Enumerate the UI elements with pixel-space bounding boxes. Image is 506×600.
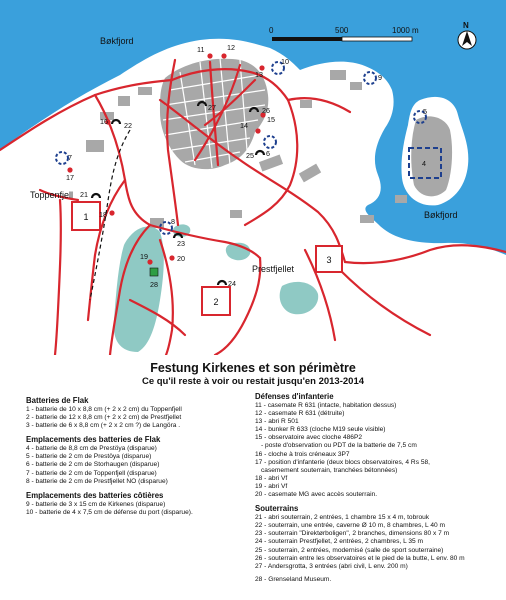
label-5: 5	[423, 107, 427, 116]
legend-item: 14 - bunker R 633 (cloche M19 seule visible)	[255, 426, 386, 434]
legend-left	[26, 396, 251, 522]
legend-heading: Défenses d'infanterie	[255, 392, 334, 401]
label-10: 10	[281, 57, 289, 66]
legend-item: 28 - Grenseland Museum.	[255, 575, 332, 583]
label-9: 9	[378, 73, 382, 82]
label-6: 6	[266, 149, 270, 158]
label-20: 20	[177, 254, 185, 263]
legend-item: 6 - batterie de 2 cm de Storhaugen (disparue)	[26, 461, 160, 469]
legend-heading: Batteries de Flak	[26, 396, 89, 405]
legend-item: casemement souterrain, tranchées bétonnées)	[261, 466, 398, 474]
legend-section	[26, 435, 251, 485]
label-27: 27	[208, 103, 216, 112]
map-subtitle: Ce qu'il reste à voir ou restait jusqu'en 2013-2014	[141, 376, 365, 387]
legend-section	[26, 491, 251, 517]
label-23: 23	[177, 239, 185, 248]
place-bokfjord-nw: Bøkfjord	[100, 36, 134, 46]
legend-item: 18 - abri Vf	[255, 474, 288, 482]
legend-item: 12 - casemate R 631 (détruite)	[255, 410, 345, 418]
legend-item: 5 - batterie de 2 cm de Prestöya (disparue)	[26, 453, 152, 461]
label-22: 22	[124, 121, 132, 130]
legend-item: 1 - batterie de 10 x 8,8 cm (+ 2 x 2 cm) du Toppenfjell	[26, 406, 182, 413]
legend-item: 9 - batterie de 3 x 15 cm de Kirkenes (disparue)	[26, 500, 166, 508]
legend-right	[255, 392, 503, 589]
label-4: 4	[422, 159, 426, 168]
flak-3-label: 3	[326, 255, 332, 265]
label-17: 17	[66, 173, 74, 182]
legend-item: 4 - batterie de 8,8 cm de Prestöya (disparue)	[26, 445, 157, 453]
place-bokfjord-se: Bøkfjord	[424, 210, 458, 220]
legend-item: 17 - position d'infanterie (deux blocs observatoires, 4 Rs 58,	[255, 458, 430, 466]
legend-item: 15 - observatoire avec cloche 486P2	[255, 434, 363, 442]
legend-item: 20 - casemate MG avec accès souterrain.	[255, 491, 378, 499]
legend-heading: Emplacements des batteries de Flak	[26, 435, 161, 445]
legend-item: 27 - Andersgrotta, 3 entrées (abri civil, L env. 200 m)	[255, 562, 408, 570]
legend-item: 24 - souterrain Prestfjellet, 2 entrées, 2 chambres, L 35 m	[255, 538, 423, 546]
scale-end: 1000 m	[392, 26, 419, 35]
legend-item: 25 - souterrain, 2 entrées, modernisé (salle de sport souterraine)	[255, 546, 444, 554]
label-24: 24	[228, 279, 236, 288]
legend-item: 3 - batterie de 6 x 8,8 cm (+ 2 x 2 cm ?) de Langöra .	[26, 422, 181, 430]
flak-1-label: 1	[83, 212, 89, 222]
label-12: 12	[227, 43, 235, 52]
legend-section	[255, 504, 503, 571]
legend-item: 22 - souterrain, une entrée, caverne Ø 10 m, 8 chambres, L 40 m	[255, 522, 445, 530]
label-8: 8	[171, 217, 175, 226]
label-13: 13	[255, 70, 263, 79]
label-11: 11	[197, 45, 205, 54]
label-28: 28	[150, 280, 158, 289]
scale-mid: 500	[335, 26, 349, 35]
legend-item: 21 - abri souterrain, 2 entrées, 1 chambre 15 x 4 m, tobrouk	[255, 514, 430, 522]
label-16: 16	[100, 117, 108, 126]
label-26: 26	[262, 106, 270, 115]
place-prestfjellet: Prestfjellet	[252, 264, 295, 274]
label-14: 14	[240, 121, 248, 130]
legend-section	[255, 392, 503, 499]
label-25: 25	[246, 151, 254, 160]
legend-section	[26, 396, 251, 430]
legend-item: 10 - batterie de 4 x 7,5 cm de défense du port (disparue).	[26, 508, 193, 516]
north-label: N	[463, 21, 469, 30]
label-7: 7	[68, 153, 72, 162]
label-21: 21	[80, 190, 88, 199]
legend-item: - poste d'observation ou PDT de la batterie de 7,5 cm	[261, 442, 417, 450]
legend-item: 26 - souterrain entre les observatoires et le pied de la butte, L env. 80 m	[255, 554, 465, 562]
legend-item: 16 - cloche à trois créneaux 3P7	[255, 450, 350, 458]
legend-item: 13 - abri R 501	[255, 418, 299, 426]
museum-marker	[150, 268, 158, 276]
legend-item: 23 - souterrain "Direktørboligen", 2 branches, dimensions 80 x 7 m	[255, 530, 450, 538]
legend-heading: Emplacements des batteries côtières	[26, 490, 164, 500]
label-19: 19	[140, 252, 148, 261]
legend-item: 2 - batterie de 12 x 8,8 cm (+ 2 x 2 cm) de Prestfjellet	[26, 414, 182, 422]
legend-item: 8 - batterie de 2 cm de Prestfjellet NO (disparue)	[26, 477, 168, 485]
legend-item: 7 - batterie de 2 cm de Toppenfjell (disparue)	[26, 469, 157, 477]
place-toppenfjell: Toppenfjell	[30, 190, 74, 200]
scale-start: 0	[269, 26, 274, 35]
prestoya-quay	[411, 116, 452, 196]
legend-item: 11 - casemate R 631 (intacte, habitation dessus)	[255, 402, 397, 409]
flak-2-label: 2	[213, 297, 219, 307]
label-18: 18	[99, 210, 107, 219]
legend-item: 19 - abri Vf	[255, 482, 288, 490]
label-15: 15	[267, 115, 275, 124]
legend-section	[255, 576, 503, 584]
legend-heading: Souterrains	[255, 504, 299, 514]
map-title: Festung Kirkenes et son périmètre	[150, 361, 356, 375]
